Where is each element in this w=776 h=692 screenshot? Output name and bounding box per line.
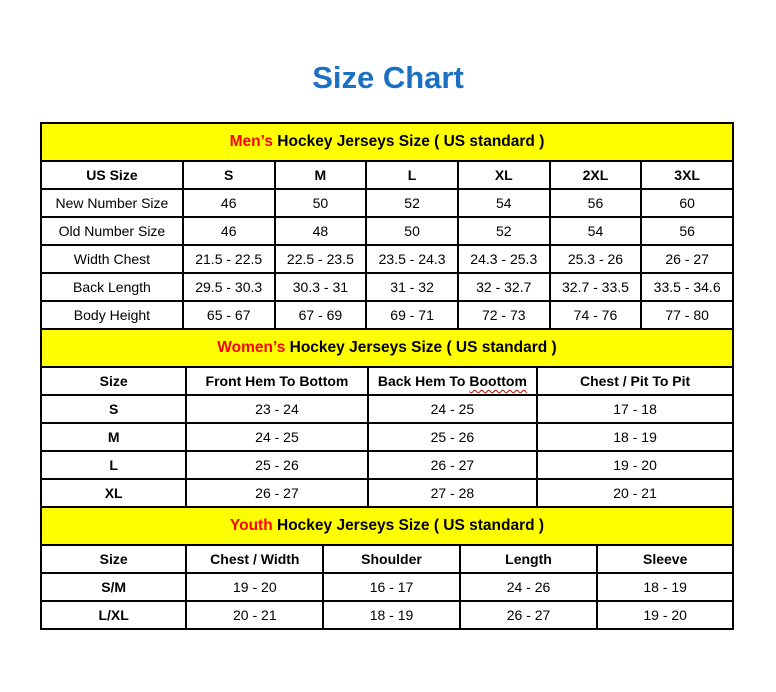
cell: 19 - 20	[186, 573, 323, 601]
column-header-3xl: 3XL	[641, 161, 733, 189]
cell: 20 - 21	[186, 601, 323, 629]
cell: 23.5 - 24.3	[366, 245, 458, 273]
cell: 27 - 28	[368, 479, 538, 507]
back-hem-misspelled-word: Boottom	[469, 373, 527, 389]
cell: 69 - 71	[366, 301, 458, 329]
mens-section-header-row	[41, 123, 733, 161]
cell: 19 - 20	[597, 601, 733, 629]
mens-section-highlight: Men’s	[229, 133, 273, 150]
womens-section-highlight: Women’s	[217, 339, 286, 356]
mens-column-header-row	[41, 161, 733, 189]
size-chart-tables	[40, 122, 734, 630]
cell: 33.5 - 34.6	[641, 273, 733, 301]
cell: 52	[366, 189, 458, 217]
cell: 32 - 32.7	[458, 273, 550, 301]
cell: 30.3 - 31	[275, 273, 367, 301]
row-label: Width Chest	[41, 245, 183, 273]
womens-section-header	[41, 329, 733, 367]
column-header-front-hem: Front Hem To Bottom	[186, 367, 367, 395]
cell: 54	[458, 189, 550, 217]
column-header-xl: XL	[458, 161, 550, 189]
youth-section-title-text: Hockey Jerseys Size ( US standard )	[272, 517, 545, 534]
cell: 48	[275, 217, 367, 245]
cell: 50	[275, 189, 367, 217]
table-row-womens-m	[41, 423, 733, 451]
row-label: L	[41, 451, 186, 479]
womens-section-header-row	[41, 329, 733, 367]
column-header-size: Size	[41, 367, 186, 395]
cell: 50	[366, 217, 458, 245]
table-row-new-number-size	[41, 189, 733, 217]
column-header-sleeve: Sleeve	[597, 545, 733, 573]
back-hem-text: Back Hem To	[377, 373, 470, 389]
column-header-us-size: US Size	[41, 161, 183, 189]
cell: 18 - 19	[597, 573, 733, 601]
table-row-body-height	[41, 301, 733, 329]
cell: 29.5 - 30.3	[183, 273, 275, 301]
cell: 26 - 27	[368, 451, 538, 479]
cell: 24 - 25	[186, 423, 367, 451]
cell: 46	[183, 189, 275, 217]
mens-section-title-text: Hockey Jerseys Size ( US standard )	[272, 133, 545, 150]
youth-section-highlight: Youth	[229, 517, 273, 534]
row-label: Back Length	[41, 273, 183, 301]
cell: 22.5 - 23.5	[275, 245, 367, 273]
column-header-chest-pit: Chest / Pit To Pit	[537, 367, 733, 395]
cell: 24 - 26	[460, 573, 598, 601]
youth-size-table	[40, 506, 734, 630]
cell: 60	[641, 189, 733, 217]
column-header-back-hem	[368, 367, 538, 395]
cell: 46	[183, 217, 275, 245]
column-header-2xl: 2XL	[550, 161, 642, 189]
table-row-womens-s	[41, 395, 733, 423]
row-label: XL	[41, 479, 186, 507]
cell: 26 - 27	[186, 479, 367, 507]
table-row-old-number-size	[41, 217, 733, 245]
column-header-m: M	[275, 161, 367, 189]
cell: 56	[641, 217, 733, 245]
cell: 67 - 69	[275, 301, 367, 329]
cell: 72 - 73	[458, 301, 550, 329]
mens-section-header	[41, 123, 733, 161]
row-label: M	[41, 423, 186, 451]
cell: 77 - 80	[641, 301, 733, 329]
cell: 21.5 - 22.5	[183, 245, 275, 273]
womens-section-title-text: Hockey Jerseys Size ( US standard )	[285, 339, 557, 356]
mens-size-table	[40, 122, 734, 330]
youth-section-header-row	[41, 507, 733, 545]
column-header-chest-width: Chest / Width	[186, 545, 323, 573]
table-row-back-length	[41, 273, 733, 301]
column-header-l: L	[366, 161, 458, 189]
cell: 18 - 19	[323, 601, 459, 629]
cell: 26 - 27	[641, 245, 733, 273]
row-label: L/XL	[41, 601, 186, 629]
cell: 24 - 25	[368, 395, 538, 423]
cell: 52	[458, 217, 550, 245]
table-row-womens-xl	[41, 479, 733, 507]
cell: 65 - 67	[183, 301, 275, 329]
cell: 18 - 19	[537, 423, 733, 451]
cell: 25 - 26	[186, 451, 367, 479]
cell: 19 - 20	[537, 451, 733, 479]
table-row-width-chest	[41, 245, 733, 273]
womens-column-header-row	[41, 367, 733, 395]
column-header-size: Size	[41, 545, 186, 573]
cell: 31 - 32	[366, 273, 458, 301]
cell: 26 - 27	[460, 601, 598, 629]
column-header-s: S	[183, 161, 275, 189]
cell: 17 - 18	[537, 395, 733, 423]
row-label: Old Number Size	[41, 217, 183, 245]
cell: 32.7 - 33.5	[550, 273, 642, 301]
cell: 20 - 21	[537, 479, 733, 507]
cell: 25 - 26	[368, 423, 538, 451]
cell: 16 - 17	[323, 573, 459, 601]
cell: 23 - 24	[186, 395, 367, 423]
table-row-youth-lxl	[41, 601, 733, 629]
table-row-youth-sm	[41, 573, 733, 601]
row-label: New Number Size	[41, 189, 183, 217]
youth-column-header-row	[41, 545, 733, 573]
youth-section-header	[41, 507, 733, 545]
row-label: Body Height	[41, 301, 183, 329]
cell: 54	[550, 217, 642, 245]
womens-size-table	[40, 328, 734, 508]
row-label: S/M	[41, 573, 186, 601]
table-row-womens-l	[41, 451, 733, 479]
cell: 56	[550, 189, 642, 217]
cell: 24.3 - 25.3	[458, 245, 550, 273]
page-title: Size Chart	[312, 60, 464, 95]
cell: 74 - 76	[550, 301, 642, 329]
column-header-length: Length	[460, 545, 598, 573]
cell: 25.3 - 26	[550, 245, 642, 273]
row-label: S	[41, 395, 186, 423]
column-header-shoulder: Shoulder	[323, 545, 459, 573]
